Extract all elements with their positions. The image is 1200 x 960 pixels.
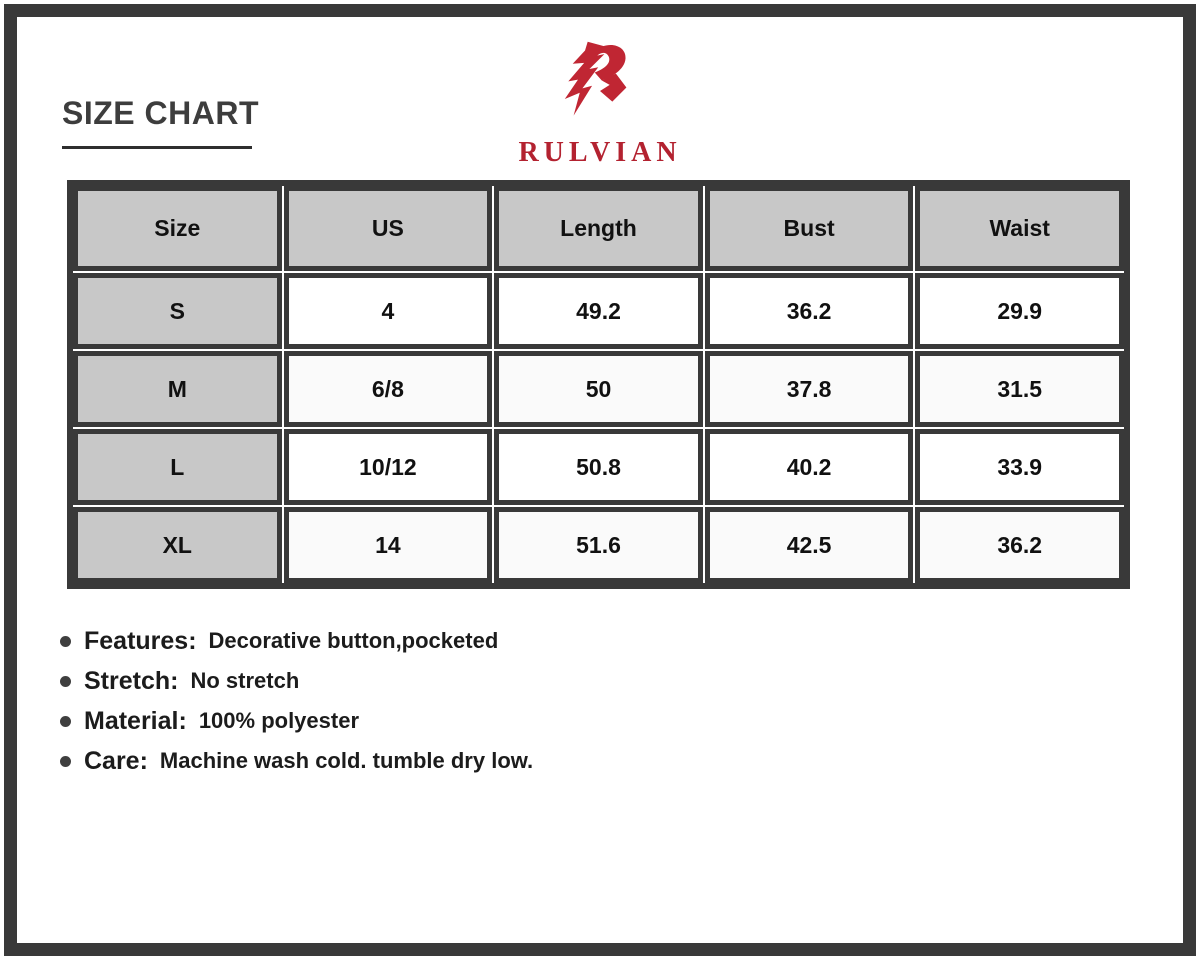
row-xl-waist: 36.2 [915, 507, 1124, 583]
row-l-waist: 33.9 [915, 429, 1124, 505]
page-title: SIZE CHART [62, 95, 259, 131]
row-s-size-label: S [73, 273, 282, 349]
row-xl-bust: 42.5 [705, 507, 914, 583]
detail-features [60, 621, 533, 661]
detail-label: Features: [84, 626, 197, 655]
col-header-length: Length [494, 186, 703, 271]
product-details-list [60, 621, 533, 781]
row-l-size-label: L [73, 429, 282, 505]
detail-stretch [60, 661, 533, 701]
row-m-us: 6/8 [284, 351, 493, 427]
row-s-waist: 29.9 [915, 273, 1124, 349]
detail-care [60, 741, 533, 781]
row-s-us: 4 [284, 273, 493, 349]
col-header-waist: Waist [915, 186, 1124, 271]
row-m-bust: 37.8 [705, 351, 914, 427]
brand-name: RULVIAN [518, 137, 682, 168]
col-header-size: Size [73, 186, 282, 271]
detail-label: Stretch: [84, 666, 179, 695]
row-xl-size-label: XL [73, 507, 282, 583]
row-l-length: 50.8 [494, 429, 703, 505]
row-s-length: 49.2 [494, 273, 703, 349]
bullet-dot-icon [60, 716, 71, 727]
detail-label: Care: [84, 746, 148, 775]
row-m-waist: 31.5 [915, 351, 1124, 427]
row-xl-us: 14 [284, 507, 493, 583]
row-m-size-label: M [73, 351, 282, 427]
col-header-us: US [284, 186, 493, 271]
rulvian-r-monogram-icon [556, 40, 644, 128]
detail-value: Machine wash cold. tumble dry low. [159, 748, 534, 773]
row-l-us: 10/12 [284, 429, 493, 505]
detail-value: Decorative button,pocketed [208, 628, 499, 653]
detail-material [60, 701, 533, 741]
brand-logo [0, 40, 1200, 169]
col-header-bust: Bust [705, 186, 914, 271]
bullet-dot-icon [60, 676, 71, 687]
row-s-bust: 36.2 [705, 273, 914, 349]
bullet-dot-icon [60, 756, 71, 767]
bullet-dot-icon [60, 636, 71, 647]
size-table [67, 180, 1130, 589]
detail-label: Material: [84, 706, 187, 735]
row-m-length: 50 [494, 351, 703, 427]
row-l-bust: 40.2 [705, 429, 914, 505]
detail-value: 100% polyester [198, 708, 360, 733]
row-xl-length: 51.6 [494, 507, 703, 583]
detail-value: No stretch [190, 668, 300, 693]
